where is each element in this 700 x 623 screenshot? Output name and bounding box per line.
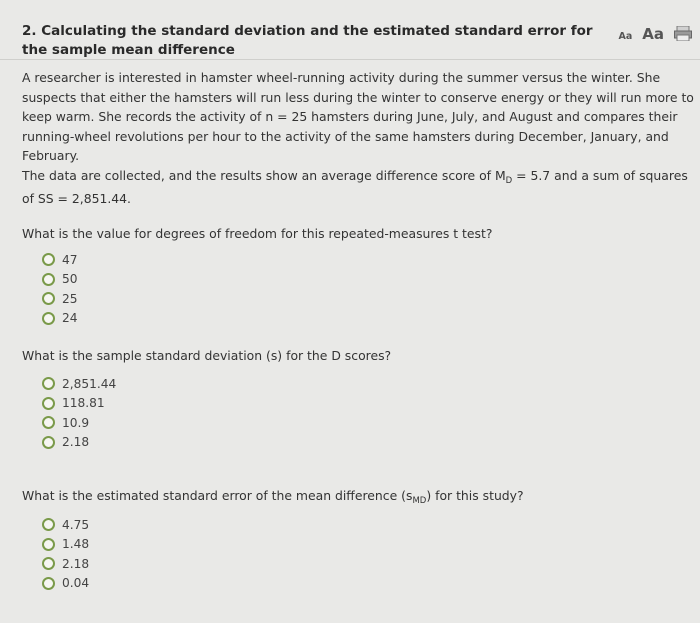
- decrease-font-button[interactable]: Aa: [618, 31, 633, 42]
- radio-button[interactable]: [42, 436, 55, 449]
- radio-button[interactable]: [42, 292, 55, 305]
- q2-option[interactable]: [42, 433, 116, 453]
- option-label: 24: [62, 311, 78, 326]
- q2-option[interactable]: [42, 413, 116, 433]
- radio-button[interactable]: [42, 253, 55, 266]
- q3-prompt-after: ) for this study?: [426, 488, 524, 503]
- q2-option[interactable]: [42, 374, 116, 394]
- q1-option[interactable]: [42, 309, 78, 329]
- option-label: 1.48: [62, 537, 90, 552]
- q1-option[interactable]: [42, 250, 78, 270]
- option-label: 4.75: [62, 517, 90, 532]
- q1-option[interactable]: [42, 289, 78, 309]
- question-title: 2. Calculating the standard deviation and the estimated standard error for the sample mean difference: [22, 23, 593, 58]
- print-icon[interactable]: [674, 26, 692, 41]
- radio-button[interactable]: [42, 312, 55, 325]
- q3-prompt-subscript: MD: [412, 496, 427, 506]
- data-text-after: = 5.7 and a sum of squares of SS = 2,851.44.: [22, 168, 688, 206]
- q3-option[interactable]: [42, 554, 89, 574]
- radio-button[interactable]: [42, 518, 55, 531]
- option-label: 2.18: [62, 435, 90, 450]
- q3-option[interactable]: [42, 515, 89, 535]
- toolbar: [619, 24, 693, 43]
- radio-button[interactable]: [42, 538, 55, 551]
- data-text-subscript: D: [505, 176, 513, 186]
- option-label: 118.81: [62, 396, 105, 411]
- radio-button[interactable]: [42, 416, 55, 429]
- radio-button[interactable]: [42, 397, 55, 410]
- radio-button[interactable]: [42, 577, 55, 590]
- q2-prompt: What is the sample standard deviation (s) for the D scores?: [22, 348, 392, 363]
- radio-button[interactable]: [42, 273, 55, 286]
- q3-option[interactable]: [42, 574, 89, 594]
- header-divider: [0, 59, 700, 60]
- q2-option[interactable]: [42, 394, 116, 414]
- radio-button[interactable]: [42, 557, 55, 570]
- option-label: 25: [62, 291, 78, 306]
- option-label: 10.9: [62, 415, 90, 430]
- q1-options: [42, 250, 78, 328]
- data-paragraph: [22, 166, 694, 208]
- q2-options: [42, 374, 116, 452]
- q3-option[interactable]: [42, 535, 89, 555]
- q1-option[interactable]: [42, 270, 78, 290]
- increase-font-button[interactable]: Aa: [642, 25, 664, 43]
- q3-prompt-before: What is the estimated standard error of the mean difference (s: [22, 488, 413, 503]
- data-text-before: The data are collected, and the results show an average difference score of M: [22, 168, 506, 183]
- q3-options: [42, 515, 89, 593]
- option-label: 47: [62, 252, 78, 267]
- q1-prompt: What is the value for degrees of freedom for this repeated-measures t test?: [22, 226, 493, 241]
- option-label: 2.18: [62, 556, 90, 571]
- option-label: 2,851.44: [62, 376, 117, 391]
- intro-paragraph: A researcher is interested in hamster wheel-running activity during the summer versus the winter. She suspects that either the hamsters will run less during the winter to conserve energy or they will run more to keep warm. She records the activity of n = 25 hamsters during June, July, and August and compares their running-wheel revolutions per hour to the activity of the same hamsters during December, January, and February.: [22, 70, 694, 163]
- option-label: 50: [62, 272, 78, 287]
- option-label: 0.04: [62, 576, 90, 591]
- radio-button[interactable]: [42, 377, 55, 390]
- q3-prompt: [22, 488, 524, 506]
